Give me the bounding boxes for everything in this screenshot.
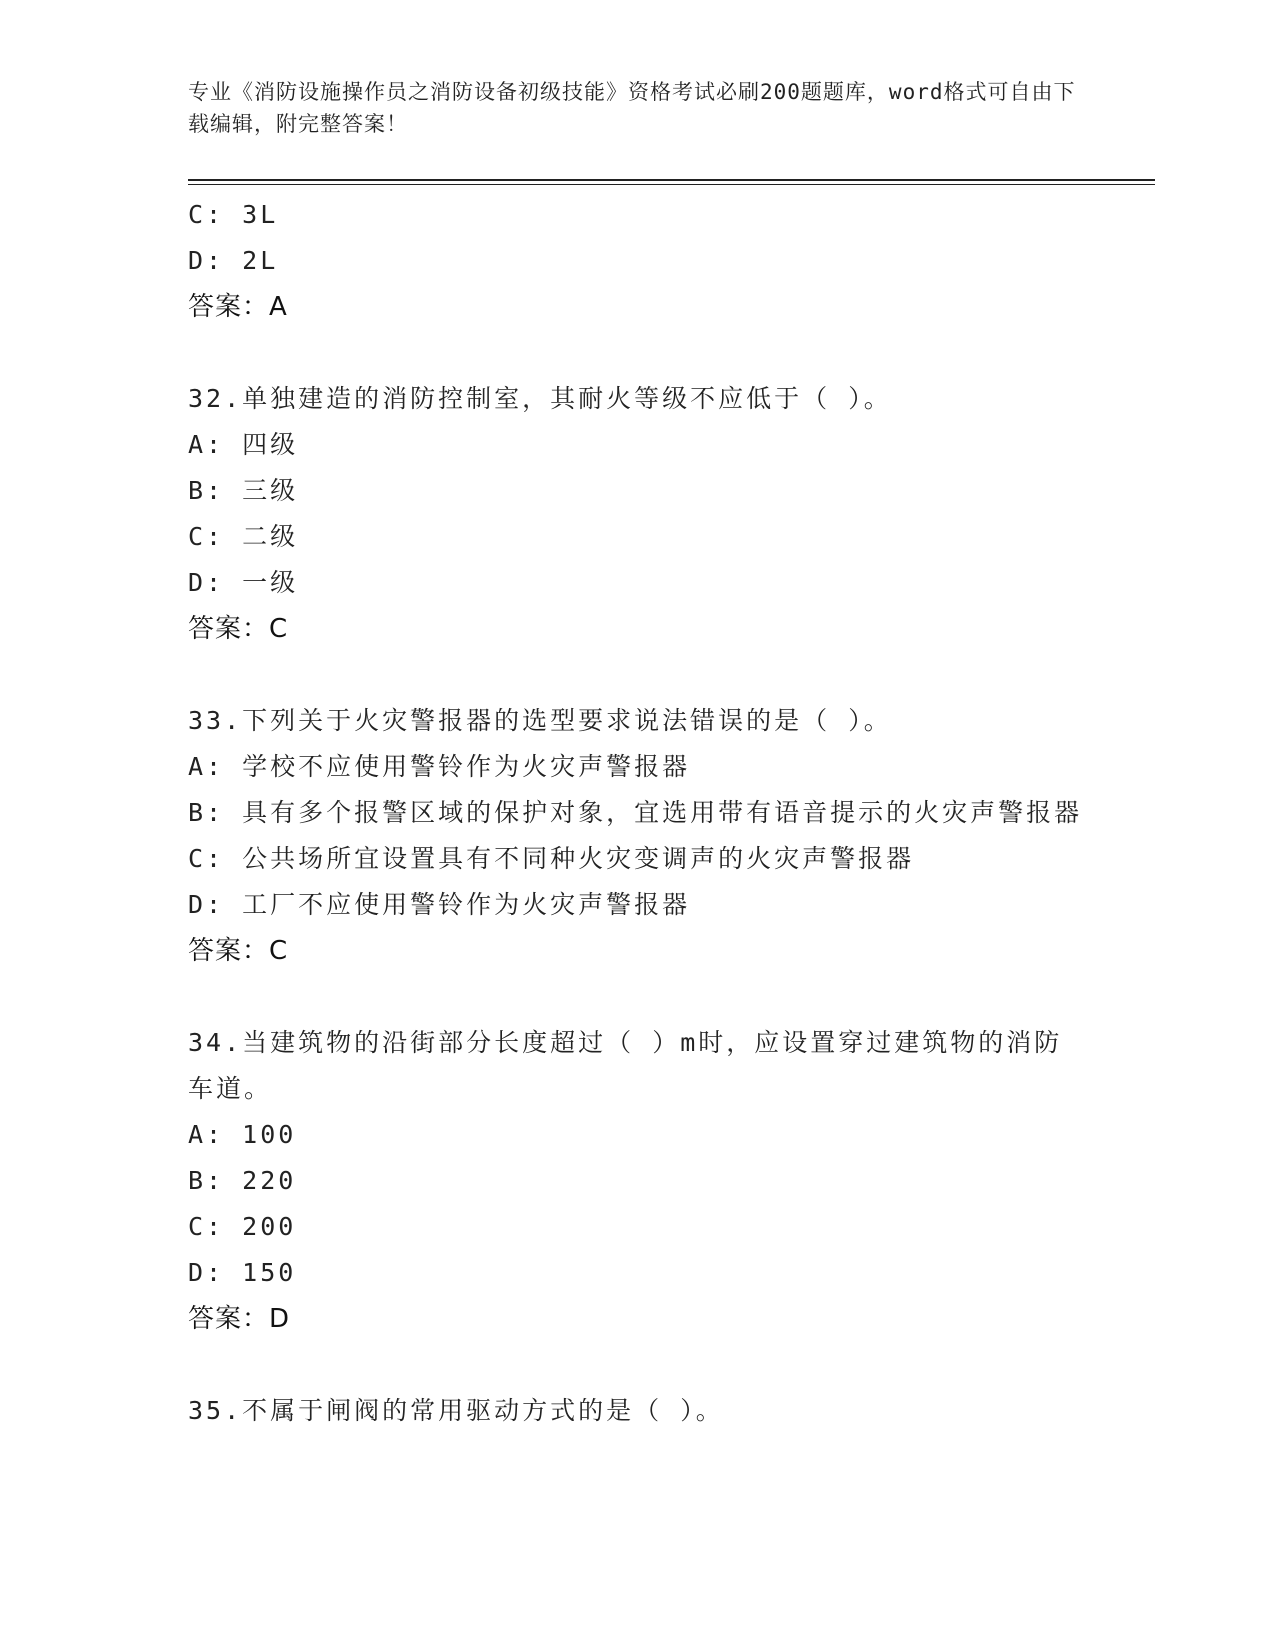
option-a: A: 四级 xyxy=(188,430,299,459)
option-a: A: 100 xyxy=(188,1120,297,1149)
option-c: C: 3L xyxy=(188,200,279,229)
option-b: B: 220 xyxy=(188,1166,297,1195)
question-33 xyxy=(188,698,1088,974)
question-35 xyxy=(188,1388,1088,1434)
spacer xyxy=(188,330,1088,376)
spacer xyxy=(188,974,1088,1020)
option-c: C: 200 xyxy=(188,1212,297,1241)
spacer xyxy=(188,1342,1088,1388)
option-d: D: 工厂不应使用警铃作为火灾声警报器 xyxy=(188,890,691,919)
question-stem: 35.不属于闸阀的常用驱动方式的是（ ）。 xyxy=(188,1396,724,1425)
question-34 xyxy=(188,1020,1088,1342)
header-divider-thick xyxy=(188,179,1155,181)
question-32 xyxy=(188,376,1088,652)
question-stem: 34.当建筑物的沿街部分长度超过（ ）m时，应设置穿过建筑物的消防车道。 xyxy=(188,1028,1063,1103)
question-stem: 33.下列关于火灾警报器的选型要求说法错误的是（ ）。 xyxy=(188,706,892,735)
option-b: B: 具有多个报警区域的保护对象，宜选用带有语音提示的火灾声警报器 xyxy=(188,798,1083,827)
option-c: C: 二级 xyxy=(188,522,299,551)
answer-line: 答案：A xyxy=(188,292,288,322)
answer-line: 答案：C xyxy=(188,614,289,644)
answer-line: 答案：D xyxy=(188,1304,291,1334)
option-d: D: 2L xyxy=(188,246,279,275)
question-31-tail xyxy=(188,192,1088,330)
option-d: D: 150 xyxy=(188,1258,297,1287)
option-a: A: 学校不应使用警铃作为火灾声警报器 xyxy=(188,752,691,781)
answer-line: 答案：C xyxy=(188,936,289,966)
document-header: 专业《消防设施操作员之消防设备初级技能》资格考试必刷200题题库，word格式可自由下载编辑，附完整答案！ xyxy=(188,80,1076,136)
option-c: C: 公共场所宜设置具有不同种火灾变调声的火灾声警报器 xyxy=(188,844,915,873)
spacer xyxy=(188,652,1088,698)
option-b: B: 三级 xyxy=(188,476,299,505)
question-stem: 32.单独建造的消防控制室，其耐火等级不应低于（ ）。 xyxy=(188,384,892,413)
header-divider-thin xyxy=(188,184,1155,185)
option-d: D: 一级 xyxy=(188,568,299,597)
document-body xyxy=(188,192,1088,1434)
